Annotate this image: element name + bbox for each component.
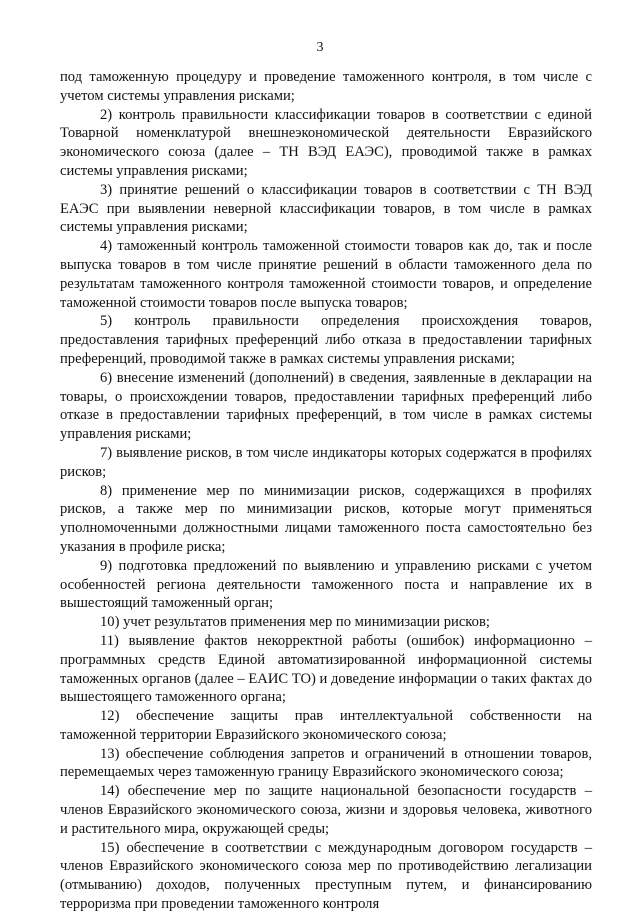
list-item-9: 9) подготовка предложений по выявлению и управлению рисками с учетом особенностей региона деятельности таможенного поста и направление их в вышестоящий таможенный орган; [60,557,592,612]
list-item-8: 8) применение мер по минимизации рисков, содержащихся в профилях рисков, а также мер по минимизации рисков, которые могут применяться уполномоченными должностными лицами таможенного поста самостоятельно без указания в профиле риска; [60,482,592,555]
list-item-14: 14) обеспечение мер по защите национальной безопасности государств – членов Евразийского экономического союза, жизни и здоровья человека, животного и растительного мира, окружающей среды; [60,783,592,837]
list-item-3: 3) принятие решений о классификации товаров в соответствии с ТН ВЭД ЕАЭС при выявлении неверной классификации товаров, в том числе в рамках системы управления рисками; [60,181,592,236]
list-item-7: 7) выявление рисков, в том числе индикаторы которых содержатся в профилях рисков; [60,444,592,480]
list-item-15: 15) обеспечение в соответствии с международным договором государств – членов Евразийского экономического союза мер по противодействию легализации (отмыванию) доходов, полученных преступным путем, и финансированию терроризма при проведении таможенного контроля [60,839,592,913]
list-item-4: 4) таможенный контроль таможенной стоимости товаров как до, так и после выпуска товаров в том числе принятие решений в области таможенного дела по результатам таможенного контроля таможенной стоимости товаров, и определение таможенной стоимости товаров после выпуска товаров; [60,238,592,311]
list-item-5: 5) контроль правильности определения происхождения товаров, предоставления тарифных преференций либо отказа в предоставлении тарифных преференций, проводимой также в рамках системы управления рисками; [60,313,592,367]
paragraph-continuation: под таможенную процедуру и проведение таможенного контроля, в том числе с учетом системы управления рисками; [60,69,592,104]
page-number: 3 [316,40,324,55]
list-item-2: 2) контроль правильности классификации товаров в соответствии с единой Товарной номенклатурой внешнеэкономической деятельности Евразийского экономического союза (далее – ТН ВЭД ЕАЭС), проводимой также в рамках системы управления рисками; [60,106,592,179]
list-item-12: 12) обеспечение защиты прав интеллектуальной собственности на таможенной территории Евразийского экономического союза; [60,708,592,743]
document-body [60,68,592,914]
list-item-6: 6) внесение изменений (дополнений) в сведения, заявленные в декларации на товары, о происхождении товаров, предоставлении тарифных преференций либо отказе в предоставлении тарифных преференций, в том числе в рамках системы управления рисками; [60,369,592,443]
list-item-10: 10) учет результатов применения мер по минимизации рисков; [100,614,490,631]
list-item-13: 13) обеспечение соблюдения запретов и ограничений в отношении товаров, перемещаемых через таможенную границу Евразийского экономического союза; [60,745,592,781]
list-item-11: 11) выявление фактов некорректной работы (ошибок) информационно – программных средств Единой автоматизированной информационной системы таможенных органов (далее – ЕАИС ТО) и доведение информации о таких фактах до вышестоящего таможенного органа; [60,632,592,706]
